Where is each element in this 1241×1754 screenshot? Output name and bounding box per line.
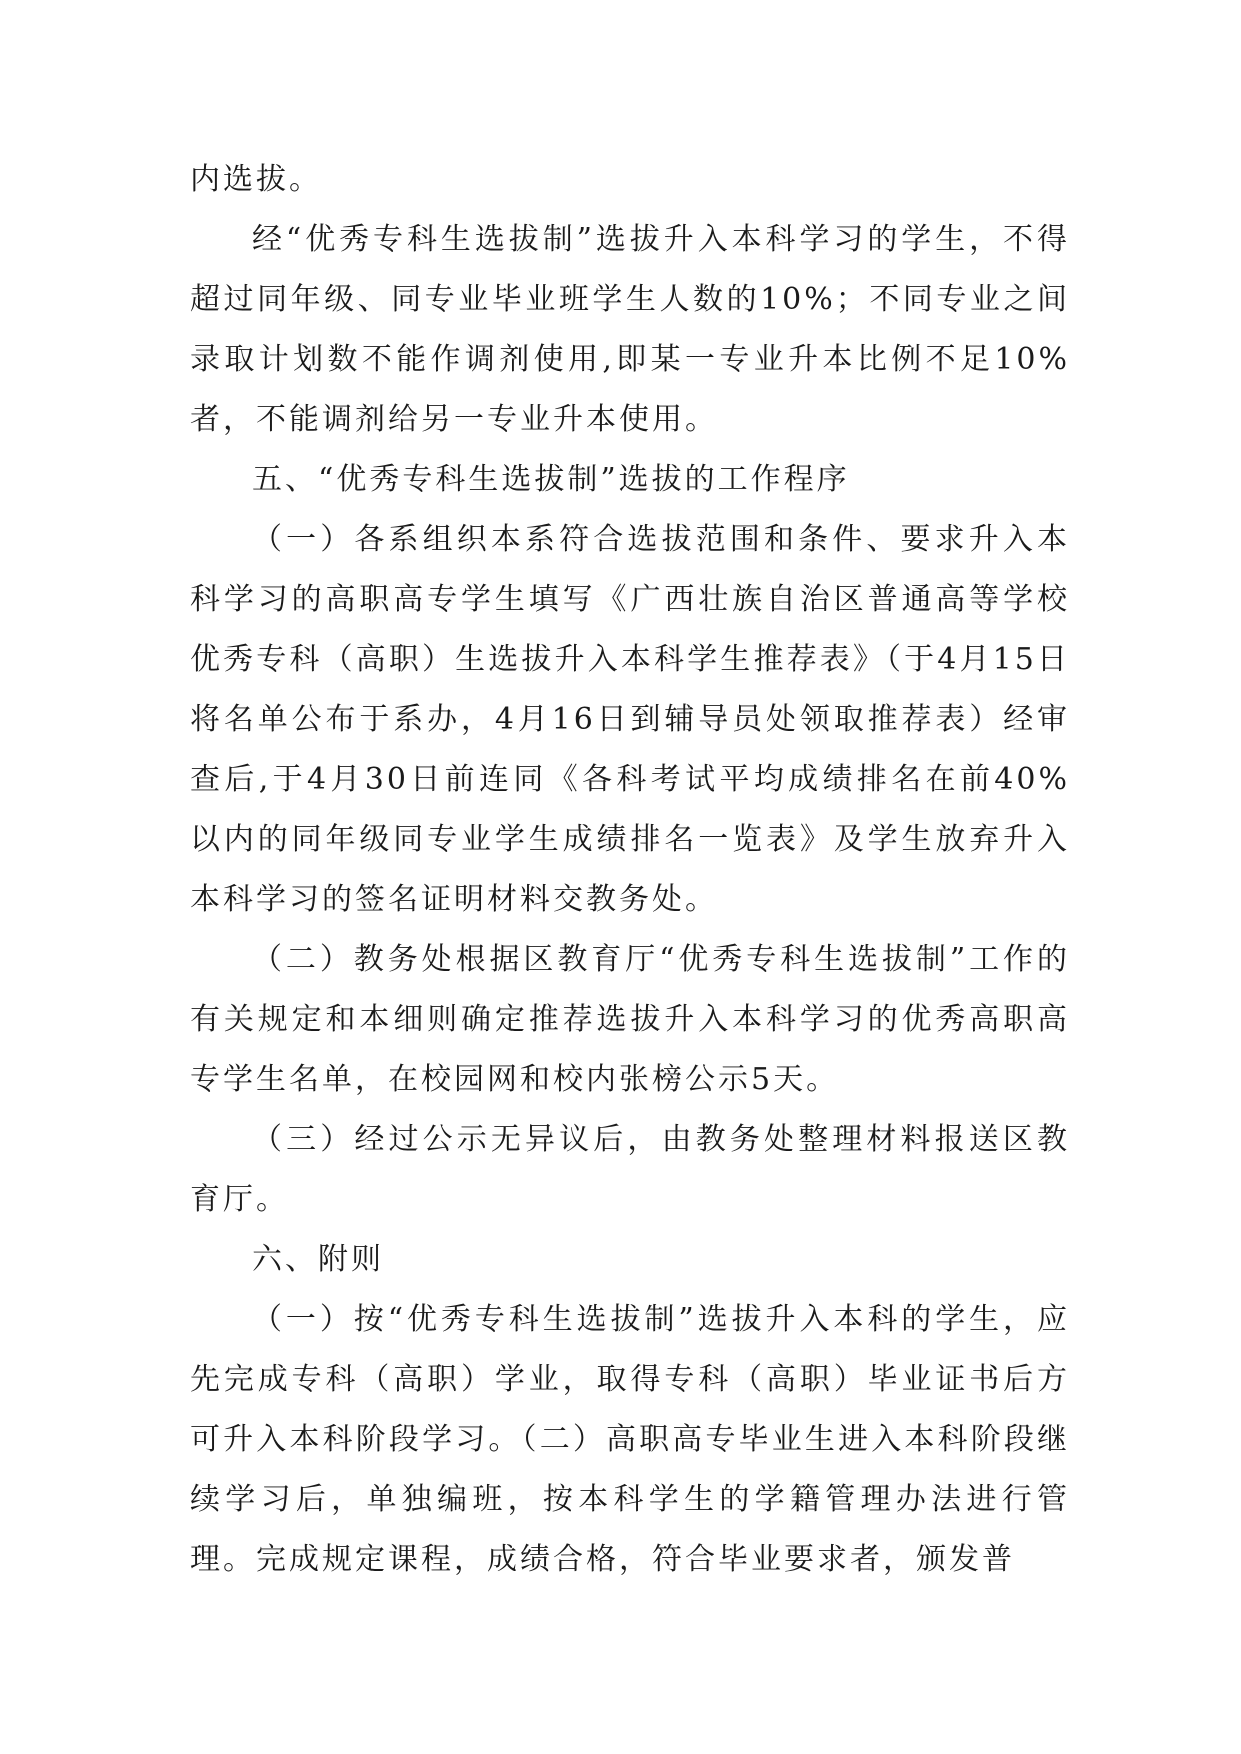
section-heading-procedure: 五、“优秀专科生选拔制”选拔的工作程序 (252, 462, 850, 497)
document-page (190, 150, 1070, 1590)
paragraph-quota-rule: 经“优秀专科生选拔制”选拔升入本科学习的学生，不得超过同年级、同专业毕业班学生人数的10%；不同专业之间录取计划数不能作调剂使用,即某一专业升本比例不足10%者，不能调剂给另一专业升本使用。 (190, 222, 1070, 437)
section-heading-supplementary: 六、附则 (252, 1242, 384, 1277)
paragraph-procedure-step-2: （二）教务处根据区教育厅“优秀专科生选拔制”工作的有关规定和本细则确定推荐选拔升入本科学习的优秀高职高专学生名单，在校园网和校内张榜公示5天。 (190, 942, 1070, 1097)
paragraph-procedure-step-1: （一）各系组织本系符合选拔范围和条件、要求升入本科学习的高职高专学生填写《广西壮族自治区普通高等学校优秀专科（高职）生选拔升入本科学生推荐表》（于4月15日将名单公布于系办，4月16日到辅导员处领取推荐表）经审查后,于4月30日前连同《各科考试平均成绩排名在前40%以内的同年级同专业学生成绩排名一览表》及学生放弃升入本科学习的签名证明材料交教务处。 (190, 522, 1070, 917)
paragraph-supplementary-rules: （一）按“优秀专科生选拔制”选拔升入本科的学生，应先完成专科（高职）学业，取得专科（高职）毕业证书后方可升入本科阶段学习。（二）高职高专毕业生进入本科阶段继续学习后，单独编班，按本科学生的学籍管理办法进行管理。完成规定课程，成绩合格，符合毕业要求者，颁发普 (190, 1302, 1070, 1577)
paragraph-continuation: 内选拔。 (190, 162, 322, 197)
paragraph-procedure-step-3: （三）经过公示无异议后，由教务处整理材料报送区教育厅。 (190, 1122, 1070, 1217)
